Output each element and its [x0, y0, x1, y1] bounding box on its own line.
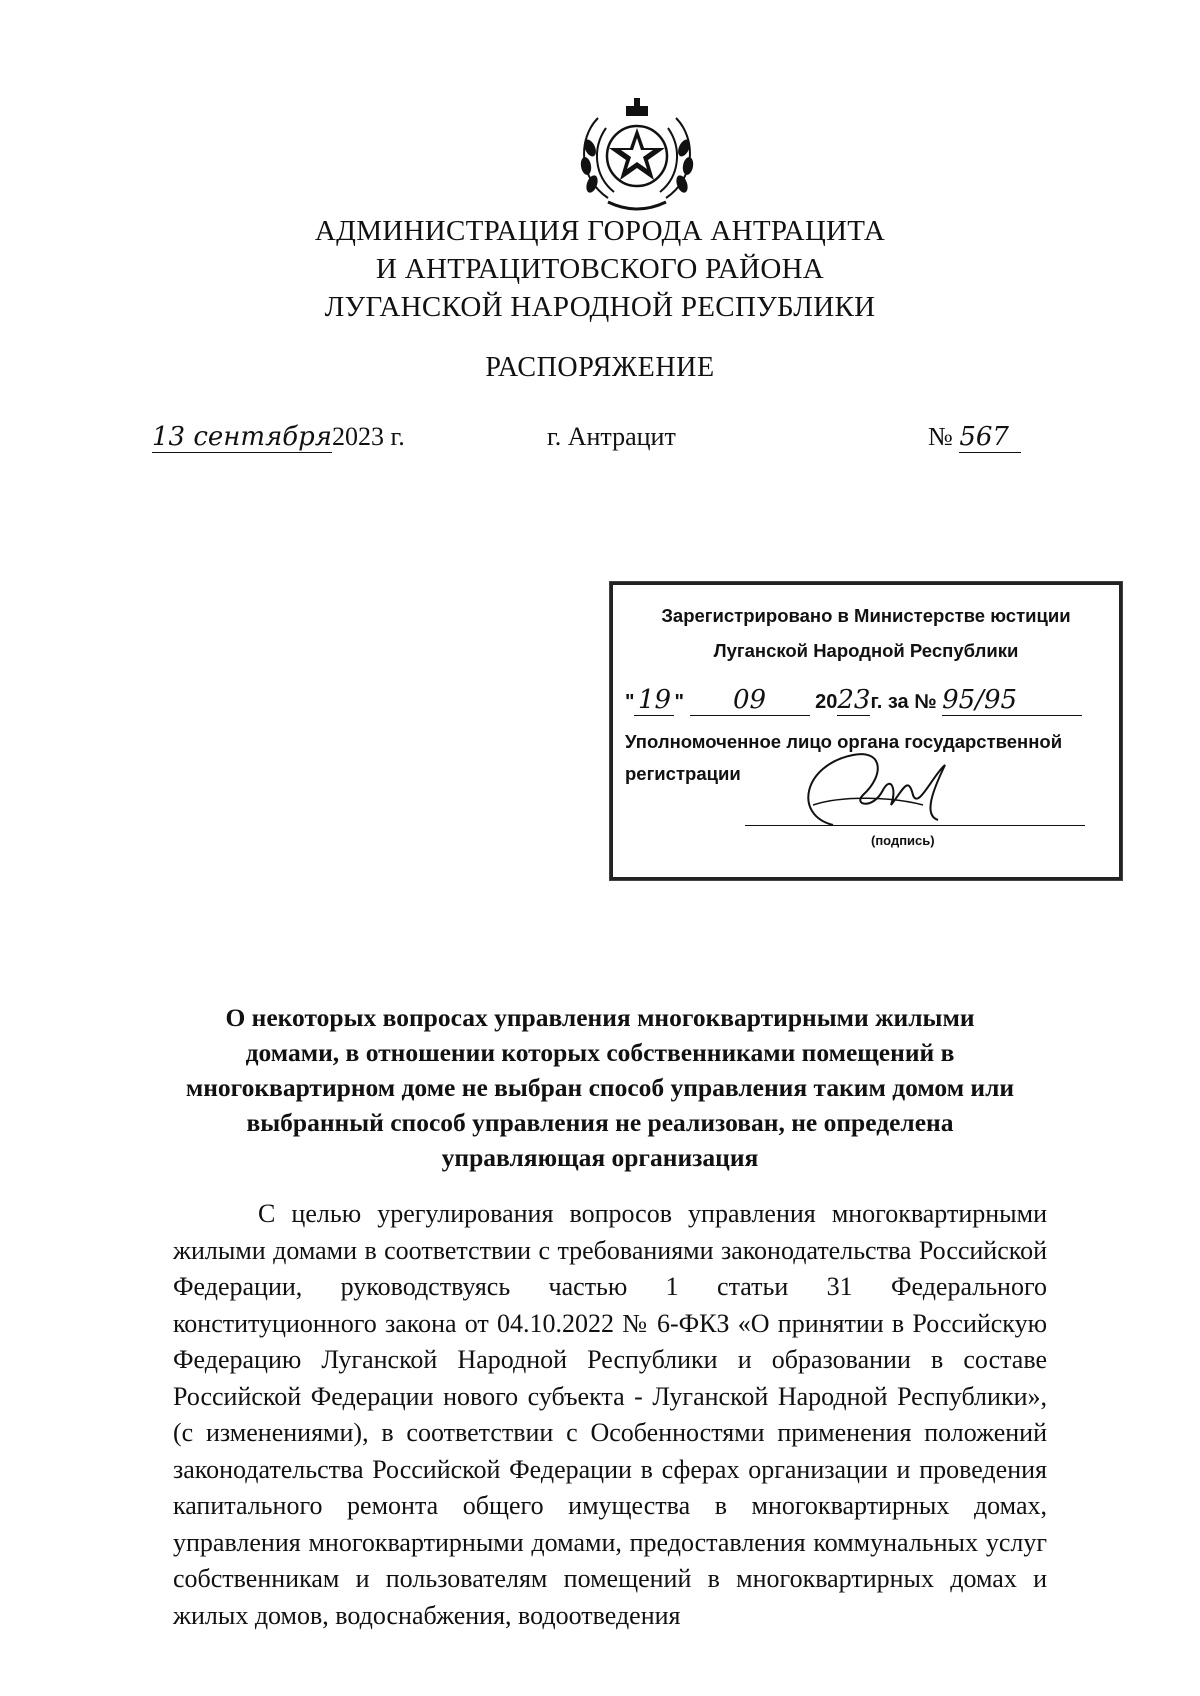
- body-paragraph: С целью урегулирования вопросов управления многоквартирными жилыми домами в соответствии с требованиями законодательства Российской Федерации, руководствуясь частью 1 статьи 31 Федерального конституционного закона от 04.10.2022 № 6-ФКЗ «О принятии в Российскую Федерацию Луганской Народной Республики и образовании в составе Российской Федерации нового субъекта - Луганской Народной Республики», (с изменениями), в соответствии с Особенностями применения положений законодательства Российской Федерации в сферах организации и проведения капитального ремонта общего имущества в многоквартирных домах, управления многоквартирными домами, предоставления коммунальных услуг собственникам и пользователям помещений в многоквартирных домах и жилых домов, водоснабжения, водоотведения: [173, 1199, 1047, 1630]
- title-line-2: домами, в отношении которых собственниками помещений в: [245, 1038, 955, 1067]
- organization-heading: [0, 212, 1200, 326]
- title-line-5: управляющая организация: [441, 1143, 759, 1172]
- title-line-4: выбранный способ управления не реализован, не определена: [246, 1108, 954, 1137]
- stamp-day: 19: [634, 685, 674, 716]
- number-prefix: №: [928, 422, 953, 451]
- stamp-line-1: Зарегистрировано в Министерстве юстиции: [661, 605, 1071, 626]
- stamp-official-line-2: регистрации: [625, 763, 741, 784]
- title-line-3: многоквартирном доме не выбран способ управления таким домом или: [185, 1073, 1015, 1102]
- handwritten-date: 13 сентября: [152, 422, 333, 452]
- handwritten-signature: [773, 735, 973, 845]
- stamp-year-suffix: г. за №: [870, 691, 937, 713]
- handwritten-number: 567: [959, 422, 1021, 453]
- organization-line-2: И АНТРАЦИТОВСКОГО РАЙОНА: [375, 253, 825, 285]
- date-year: 2023 г.: [332, 422, 405, 451]
- organization-line-3: ЛУГАНСКОЙ НАРОДНОЙ РЕСПУБЛИКИ: [324, 291, 876, 323]
- document-date: [152, 422, 405, 453]
- coat-of-arms-emblem: [568, 98, 706, 216]
- city-name: г. Антрацит: [547, 422, 676, 451]
- stamp-year-handwritten: 23: [837, 685, 871, 715]
- stamp-reg-number: 95/95: [942, 685, 1082, 716]
- signature-caption: (подпись): [871, 833, 935, 848]
- organization-line-1: АДМИНИСТРАЦИЯ ГОРОДА АНТРАЦИТА: [314, 215, 886, 247]
- stamp-year-prefix: 20: [815, 691, 838, 713]
- document-title: [150, 1000, 1050, 1175]
- stamp-month: 09: [690, 685, 810, 716]
- stamp-official-line-1: Уполномоченное лицо органа государственной: [625, 731, 1063, 752]
- title-line-1: О некоторых вопросах управления многоквартирными жилыми: [225, 1003, 975, 1032]
- stamp-line-2: Луганской Народной Республики: [713, 640, 1019, 661]
- stamp-date-row: " 19 " 09 2023г. за № 95/95: [625, 685, 1082, 716]
- signature-line: [745, 825, 1085, 826]
- registration-stamp: [610, 582, 1122, 880]
- document-type: РАСПОРЯЖЕНИЕ: [485, 352, 715, 383]
- document-number: [928, 422, 1021, 453]
